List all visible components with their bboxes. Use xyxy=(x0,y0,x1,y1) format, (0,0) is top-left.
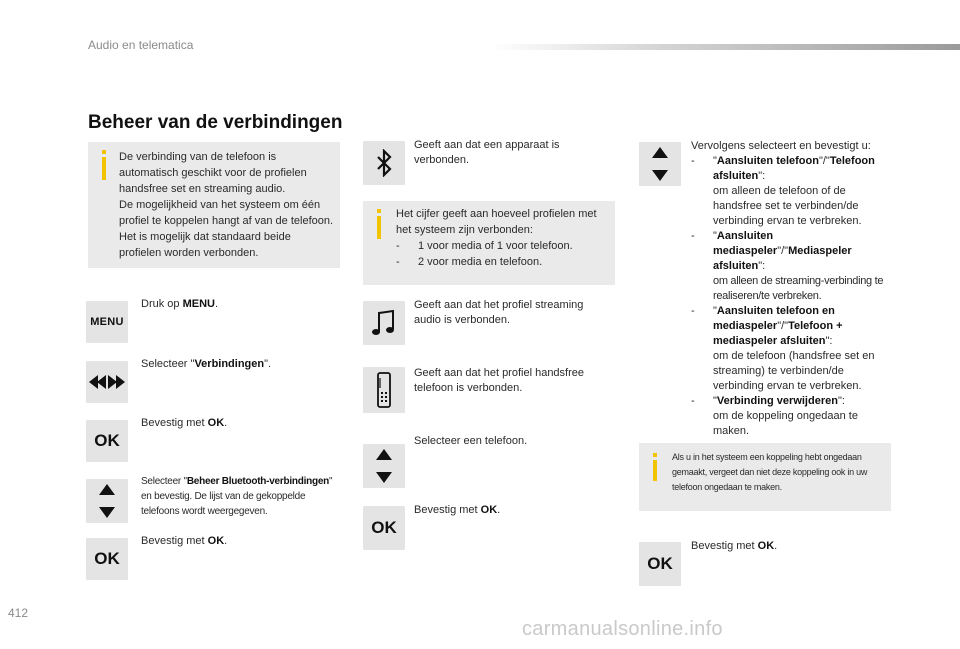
list-item: - 1 voor media of 1 voor telefoon. xyxy=(396,240,573,252)
info-box-profiles xyxy=(363,201,615,285)
list-item: - "Aansluiten telefoon en mediaspeler"/"Telefoon + mediaspeler afsluiten": om de telefoon (handsfree set en streaming) te verbinden/de verbinding ervan te verbreken. xyxy=(691,305,875,392)
menu-key: MENU xyxy=(86,301,128,343)
bluetooth-description: Geeft aan dat een apparaat is verbonden. xyxy=(414,139,560,166)
page-number: 412 xyxy=(8,606,29,620)
step-menu-text: Druk op MENU. xyxy=(141,298,219,310)
info-text: Als u in het systeem een koppeling hebt ongedaan gemaakt, vergeet dan niet deze koppeling ook in uw telefoon ongedaan te maken. xyxy=(672,452,868,492)
step-connections-text: Selecteer "Verbindingen". xyxy=(141,358,272,370)
info-box-unpair xyxy=(639,443,891,511)
music-note-icon xyxy=(363,301,405,345)
options-intro: Vervolgens selecteert en bevestigt u: xyxy=(691,140,871,152)
step-confirm-text: Bevestig met OK. xyxy=(414,504,501,516)
ok-key: OK xyxy=(86,420,128,462)
seek-arrows-icon xyxy=(86,361,128,403)
step-confirm-text: Bevestig met OK. xyxy=(141,417,228,429)
mobile-phone-icon xyxy=(363,367,405,413)
info-text: De verbinding van de telefoon is automatisch geschikt voor de profielen handsfree set en streaming audio. De mogelijkheid van het systeem om één profiel te koppelen hangt af van de telefoon. Het is mogelijk dat standaard beide profielen worden verbonden. xyxy=(119,151,334,259)
list-item: - "Aansluiten mediaspeler"/"Mediaspeler afsluiten": om alleen de streaming-verbinding te realiseren/te verbreken. xyxy=(691,230,884,302)
info-box-connection xyxy=(88,142,340,268)
info-icon xyxy=(377,209,381,213)
list-item: - "Aansluiten telefoon"/"Telefoon afsluiten": om alleen de telefoon of de handsfree set te verbinden/de verbinding ervan te verbreken. xyxy=(691,155,875,227)
handsfree-description: Geeft aan dat het profiel handsfree telefoon is verbonden. xyxy=(414,367,585,394)
info-icon xyxy=(102,150,106,154)
step-manage-bluetooth-text: Selecteer "Beheer Bluetooth-verbindingen" en bevestig. De lijst van de gekoppelde telefoons wordt weergegeven. xyxy=(141,476,333,517)
select-phone-text: Selecteer een telefoon. xyxy=(414,435,528,447)
up-down-arrows-icon xyxy=(363,444,405,488)
list-item: - "Verbinding verwijderen": om de koppeling ongedaan te maken. xyxy=(691,395,858,437)
watermark: carmanualsonline.info xyxy=(522,618,723,640)
step-confirm-text: Bevestig met OK. xyxy=(141,535,228,547)
ok-key: OK xyxy=(639,542,681,586)
ok-key: OK xyxy=(86,538,128,580)
up-down-arrows-icon xyxy=(86,479,128,523)
bluetooth-icon xyxy=(363,141,405,185)
ok-key: OK xyxy=(363,506,405,550)
header-bar xyxy=(490,44,960,50)
up-down-arrows-icon xyxy=(639,142,681,186)
info-icon xyxy=(653,453,657,457)
section-label: Audio en telematica xyxy=(88,38,194,52)
streaming-description: Geeft aan dat het profiel streaming audio is verbonden. xyxy=(414,299,584,326)
profiles-intro: Het cijfer geeft aan hoeveel profielen met het systeem zijn verbonden: xyxy=(396,208,597,236)
options-list xyxy=(691,139,897,439)
step-confirm-text: Bevestig met OK. xyxy=(691,540,778,552)
page-title: Beheer van de verbindingen xyxy=(88,112,343,133)
list-item: - 2 voor media en telefoon. xyxy=(396,256,543,268)
